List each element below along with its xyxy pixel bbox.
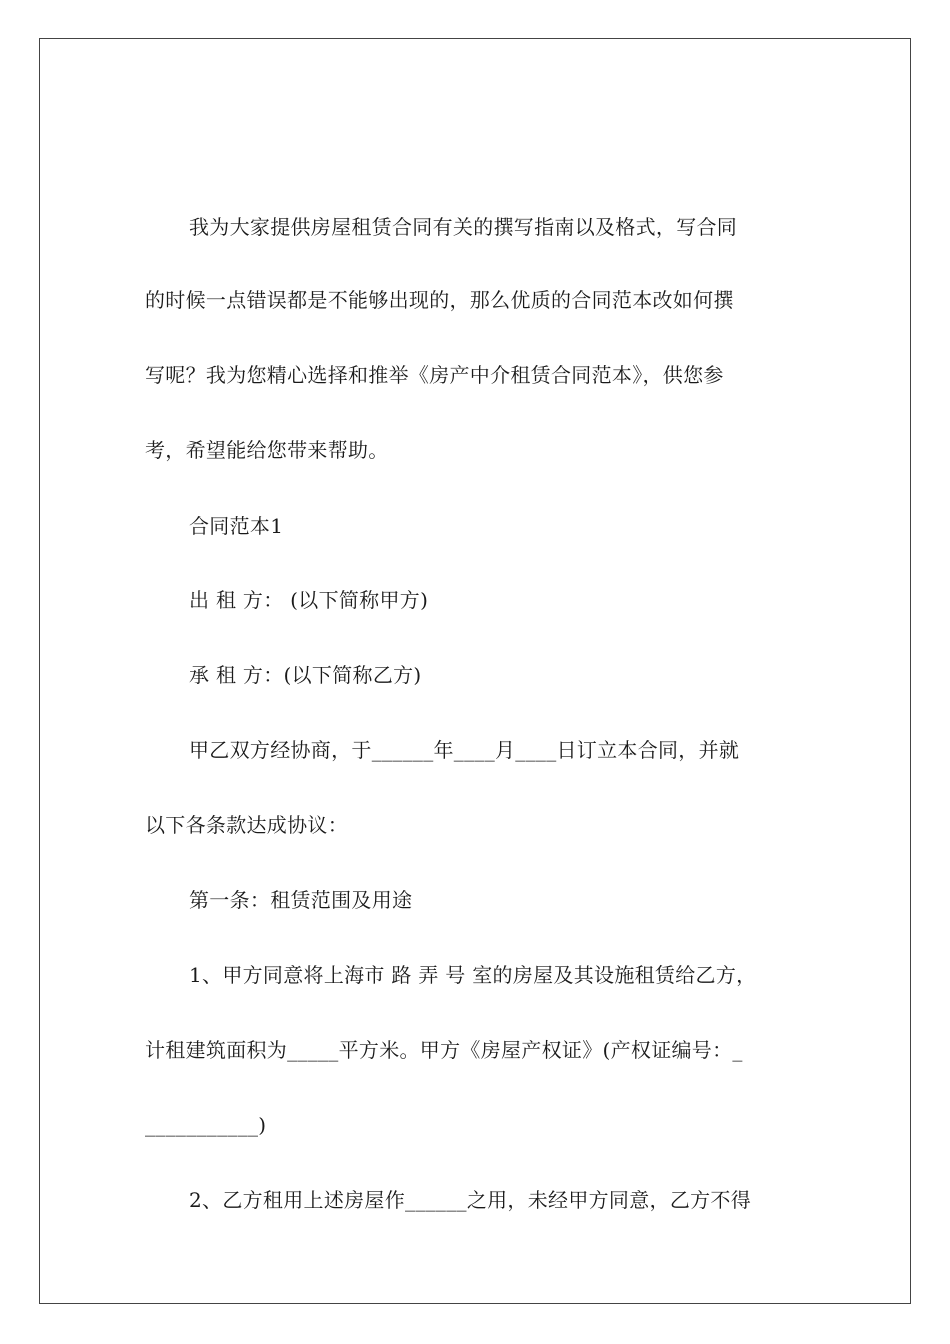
intro-paragraph-line: 的时候一点错误都是不能够出现的，那么优质的合同范本改如何撰 bbox=[145, 288, 734, 312]
lessor-line: 出 租 方： (以下简称甲方) bbox=[189, 588, 429, 612]
intro-paragraph-line: 考，希望能给您带来帮助。 bbox=[145, 438, 389, 462]
agreement-paragraph-line: 以下各条款达成协议： bbox=[145, 813, 348, 837]
clause-line: 2、乙方租用上述房屋作______之用，未经甲方同意，乙方不得 bbox=[189, 1188, 752, 1212]
clause-line: ___________) bbox=[145, 1113, 267, 1137]
clause-line: 1、甲方同意将上海市 路 弄 号 室的房屋及其设施租赁给乙方， bbox=[189, 963, 757, 987]
intro-paragraph-line: 写呢？我为您精心选择和推举《房产中介租赁合同范本》，供您参 bbox=[145, 363, 724, 387]
section-heading: 合同范本1 bbox=[189, 514, 284, 538]
lessee-line: 承 租 方：(以下简称乙方) bbox=[189, 663, 422, 687]
agreement-paragraph-line: 甲乙双方经协商，于______年____月____日订立本合同，并就 bbox=[189, 738, 740, 762]
article-heading: 第一条：租赁范围及用途 bbox=[189, 888, 413, 912]
intro-paragraph-line: 我为大家提供房屋租赁合同有关的撰写指南以及格式，写合同 bbox=[189, 215, 738, 239]
clause-line: 计租建筑面积为_____平方米。甲方《房屋产权证》(产权证编号：_ bbox=[145, 1038, 743, 1062]
